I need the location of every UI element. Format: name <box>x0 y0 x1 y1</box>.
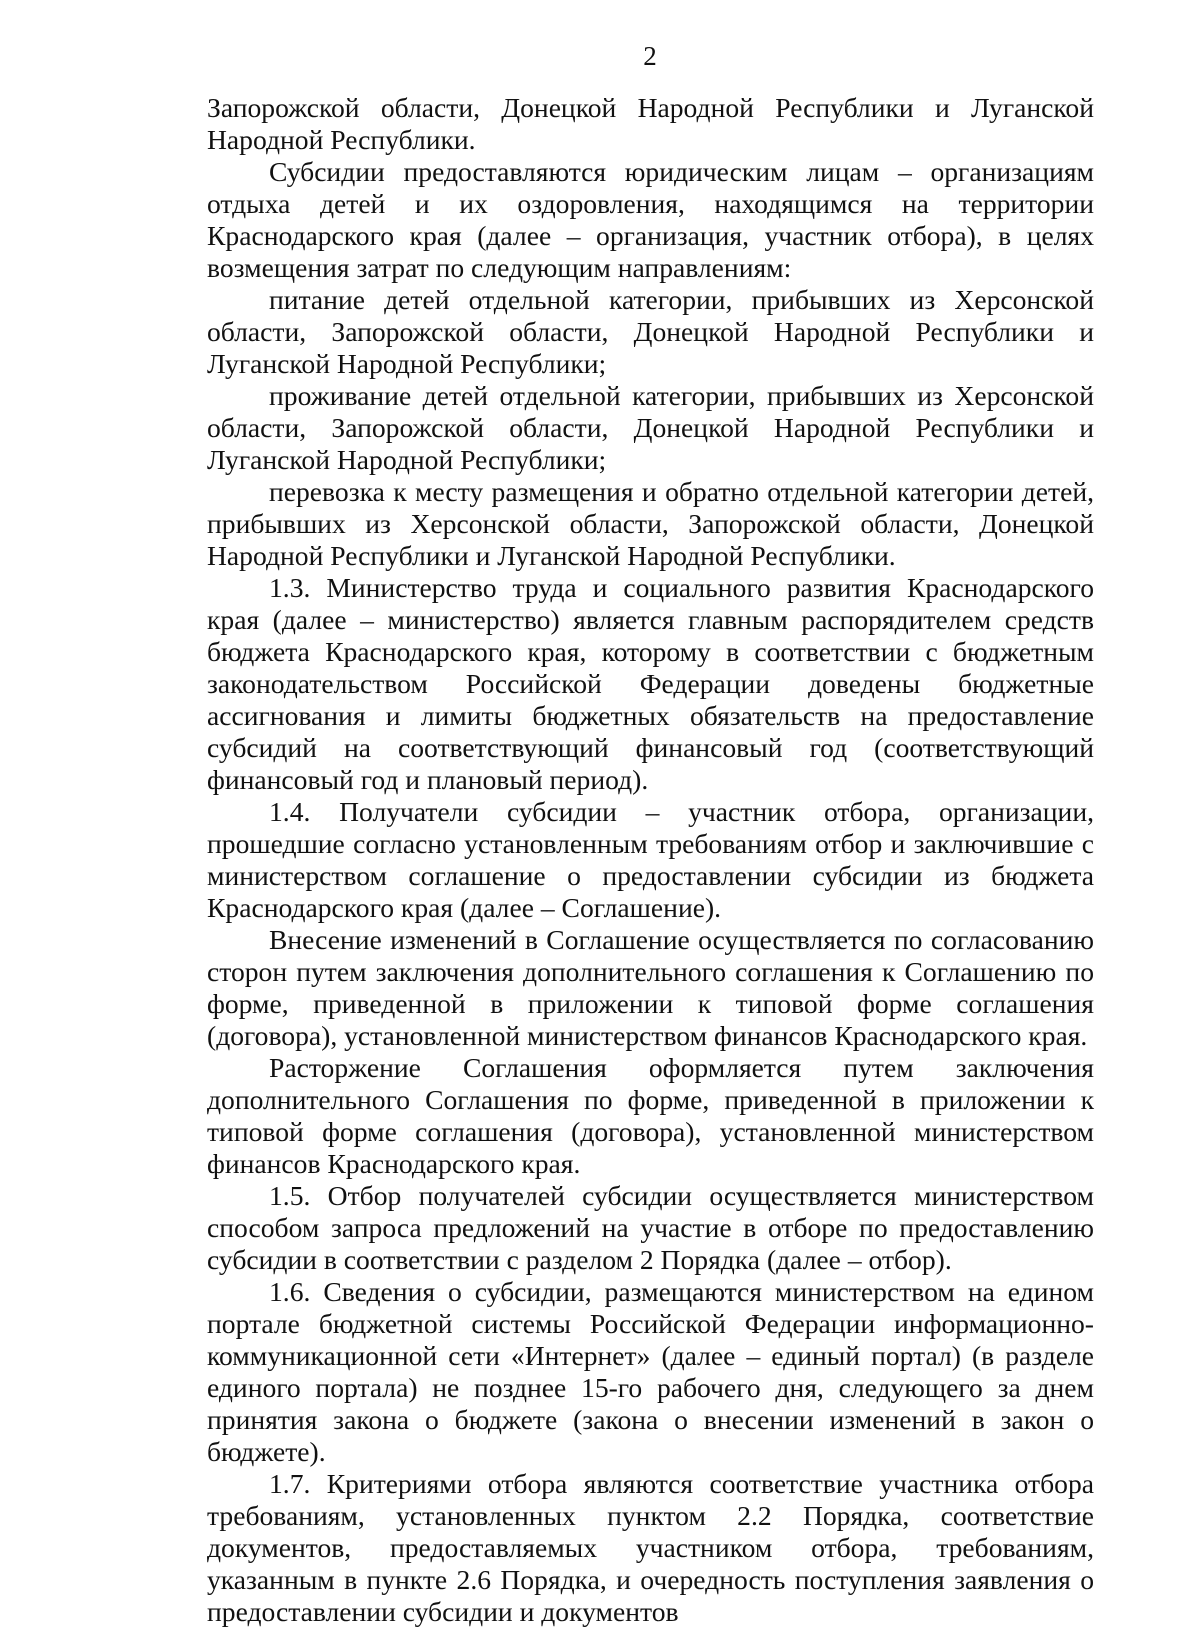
paragraph-1-3: 1.3. Министерство труда и социального развития Краснодарского края (далее – министерство) является главным распорядителем средств бюджета Краснодарского края, которому в соответствии с бюджетным законодательством Российской Федерации доведены бюджетные ассигнования и лимиты бюджетных обязательств на предоставление субсидий на соответствующий финансовый год (соответствующий финансовый год и плановый период). <box>207 572 1094 795</box>
paragraph-accommodation: проживание детей отдельной категории, прибывших из Херсонской области, Запорожской области, Донецкой Народной Республики и Луганской Народной Республики; <box>207 380 1094 475</box>
paragraph-1-5: 1.5. Отбор получателей субсидии осуществляется министерством способом запроса предложений на участие в отборе по предоставлению субсидии в соответствии с разделом 2 Порядка (далее – отбор). <box>207 1180 1094 1275</box>
paragraph-1-7: 1.7. Критериями отбора являются соответствие участника отбора требованиям, установленных пунктом 2.2 Порядка, соответствие документов, предоставляемых участником отбора, требованиям, указанным в пункте 2.6 Порядка, и очередность поступления заявления о предоставлении субсидии и документов <box>207 1468 1094 1627</box>
paragraph-subsidies-recipients: Субсидии предоставляются юридическим лицам – организациям отдыха детей и их оздоровления, находящимся на территории Краснодарского края (далее – организация, участник отбора), в целях возмещения затрат по следующим направлениям: <box>207 156 1094 283</box>
paragraph-transportation: перевозка к месту размещения и обратно отдельной категории детей, прибывших из Херсонской области, Запорожской области, Донецкой Народной Республики и Луганской Народной Республики. <box>207 476 1094 571</box>
paragraph-1-4: 1.4. Получатели субсидии – участник отбора, организации, прошедшие согласно установленным требованиям отбор и заключившие с министерством соглашение о предоставлении субсидии из бюджета Краснодарского края (далее – Соглашение). <box>207 796 1094 923</box>
paragraph-agreement-termination: Расторжение Соглашения оформляется путем заключения дополнительного Соглашения по форме, приведенной в приложении к типовой форме соглашения (договора), установленной министерством финансов Краснодарского края. <box>207 1052 1094 1179</box>
paragraph-1-6: 1.6. Сведения о субсидии, размещаются министерством на едином портале бюджетной системы Российской Федерации информационно-коммуникационной сети «Интернет» (далее – единый портал) (в разделе единого портала) не позднее 15-го рабочего дня, следующего за днем принятия закона о бюджете (закона о внесении изменений в закон о бюджете). <box>207 1276 1094 1467</box>
page-number: 2 <box>643 41 657 71</box>
paragraph-food: питание детей отдельной категории, прибывших из Херсонской области, Запорожской области, Донецкой Народной Республики и Луганской Народной Республики; <box>207 284 1094 379</box>
paragraph-continuation: Запорожской области, Донецкой Народной Республики и Луганской Народной Республики. <box>207 92 1094 155</box>
paragraph-agreement-changes: Внесение изменений в Соглашение осуществляется по согласованию сторон путем заключения дополнительного соглашения к Соглашению по форме, приведенной в приложении к типовой форме соглашения (договора), установленной министерством финансов Краснодарского края. <box>207 924 1094 1051</box>
document-body <box>207 92 1094 1628</box>
